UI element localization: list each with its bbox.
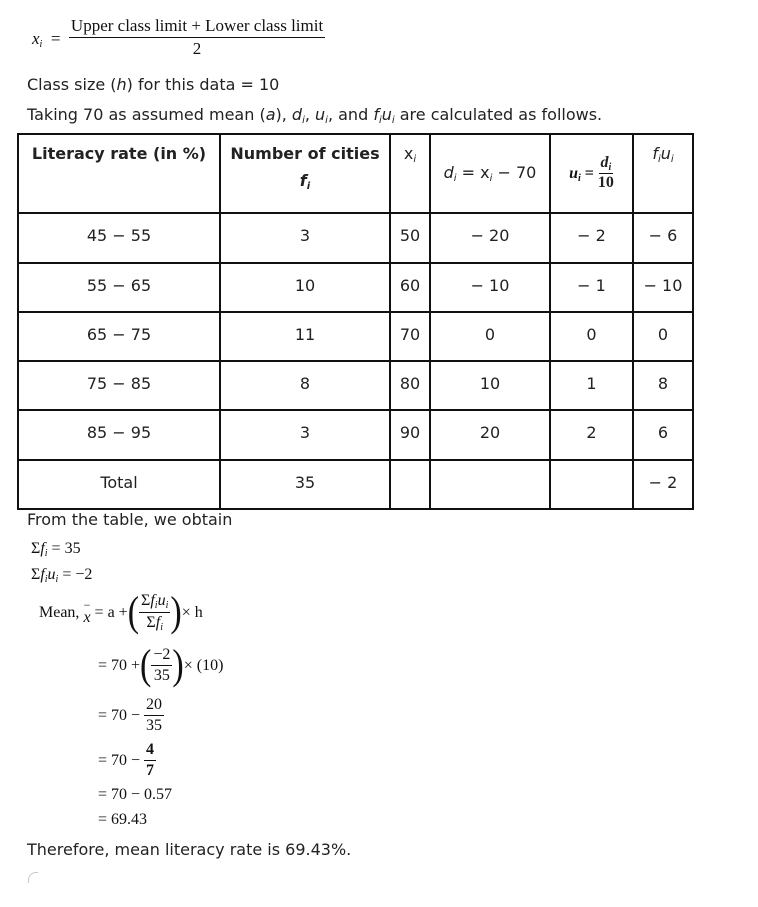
cell-frequency: 3 [220, 213, 390, 262]
cell-fu: 6 [633, 410, 693, 459]
header-x: $x_i$ [390, 134, 430, 213]
sum-f-line: $\Sigma f_i = 35$ [31, 540, 81, 559]
table-header-row [18, 134, 693, 213]
header-u: $u_i$ = $\frac{d_i}{10}$ [550, 134, 633, 213]
from-table-text: From the table, we obtain [27, 510, 233, 529]
cell-fu: − 10 [633, 263, 693, 312]
cell-x: 80 [390, 361, 430, 410]
header-fu: $f_iu_i$ [633, 134, 693, 213]
table-row [18, 263, 693, 312]
cell-range: 45 − 55 [18, 213, 220, 262]
cell-d: 10 [430, 361, 550, 410]
table-row [18, 361, 693, 410]
cell-total-frequency: 35 [220, 460, 390, 509]
table-total-row [18, 460, 693, 509]
header-literacy-rate: Literacy rate (in %) [18, 134, 220, 213]
cell-frequency: 8 [220, 361, 390, 410]
cell-fu: 8 [633, 361, 693, 410]
cell-frequency: 11 [220, 312, 390, 361]
table-row [18, 213, 693, 262]
mean-fraction: $\frac{\Sigma f_iu_i}{\Sigma f_i}$ [141, 592, 169, 633]
class-size-line: Class size (h) for this data = 10 [27, 75, 280, 94]
cell-x: 50 [390, 213, 430, 262]
u-fraction: $\frac{d_i}{10}$ [597, 154, 614, 192]
mean-step-1: = 70 + ( $\frac{-2}{35}$ ) × (10) [98, 641, 224, 688]
cell-d: 0 [430, 312, 550, 361]
formula-lhs: x [32, 29, 40, 48]
formula-fraction [69, 16, 325, 59]
cell-frequency: 3 [220, 410, 390, 459]
cell-u: 1 [550, 361, 633, 410]
cell-range: 55 − 65 [18, 263, 220, 312]
formula-numerator: Upper class limit + Lower class limit [69, 16, 325, 38]
mean-step-4: = 70 − 0.57 [98, 786, 173, 803]
cell-u: 2 [550, 410, 633, 459]
cell-range: 75 − 85 [18, 361, 220, 410]
class-mark-formula: $x_i$ = $\frac{\text{Upper class limit + Lower class limit}}{2}$ [32, 16, 324, 58]
table-row [18, 312, 693, 361]
cell-d: − 20 [430, 213, 550, 262]
cell-u: 0 [550, 312, 633, 361]
decorative-corner-mark [28, 872, 38, 883]
cell-frequency: 10 [220, 263, 390, 312]
conclusion-text: Therefore, mean literacy rate is 69.43%. [27, 840, 352, 859]
mean-step-5: = 69.43 [98, 811, 148, 828]
assumed-mean-line: Taking 70 as assumed mean (a), $d_i$, $u_i$, and $f_iu_i$ are calculated as follows. [27, 105, 603, 126]
cell-x: 60 [390, 263, 430, 312]
cell-empty [550, 460, 633, 509]
table-row [18, 410, 693, 459]
cell-fu: 0 [633, 312, 693, 361]
header-d: $d_i = x_i - 70$ [430, 134, 550, 213]
cell-fu: − 6 [633, 213, 693, 262]
sum-fu-line: $\Sigma f_iu_i = -2$ [31, 566, 93, 585]
frequency-table [17, 133, 694, 510]
cell-u: − 1 [550, 263, 633, 312]
cell-x: 90 [390, 410, 430, 459]
cell-range: 65 − 75 [18, 312, 220, 361]
cell-empty [390, 460, 430, 509]
formula-lhs-sub: i [39, 39, 43, 50]
cell-u: − 2 [550, 213, 633, 262]
cell-x: 70 [390, 312, 430, 361]
cell-total-label: Total [18, 460, 220, 509]
header-number-of-cities: Number of cities $f_i$ [220, 134, 390, 213]
cell-total-fu: − 2 [633, 460, 693, 509]
cell-range: 85 − 95 [18, 410, 220, 459]
cell-d: 20 [430, 410, 550, 459]
cell-d: − 10 [430, 263, 550, 312]
cell-empty [430, 460, 550, 509]
formula-denominator: 2 [192, 39, 202, 58]
mean-formula: Mean, − x = a + ( $\frac{\Sigma f_iu_i}{\Sigma f_i}$ ) × h [39, 588, 203, 635]
mean-step-3: = 70 − $\frac{4}{7}$ [98, 741, 155, 779]
mean-step-2: = 70 − $\frac{20}{35}$ [98, 696, 163, 734]
